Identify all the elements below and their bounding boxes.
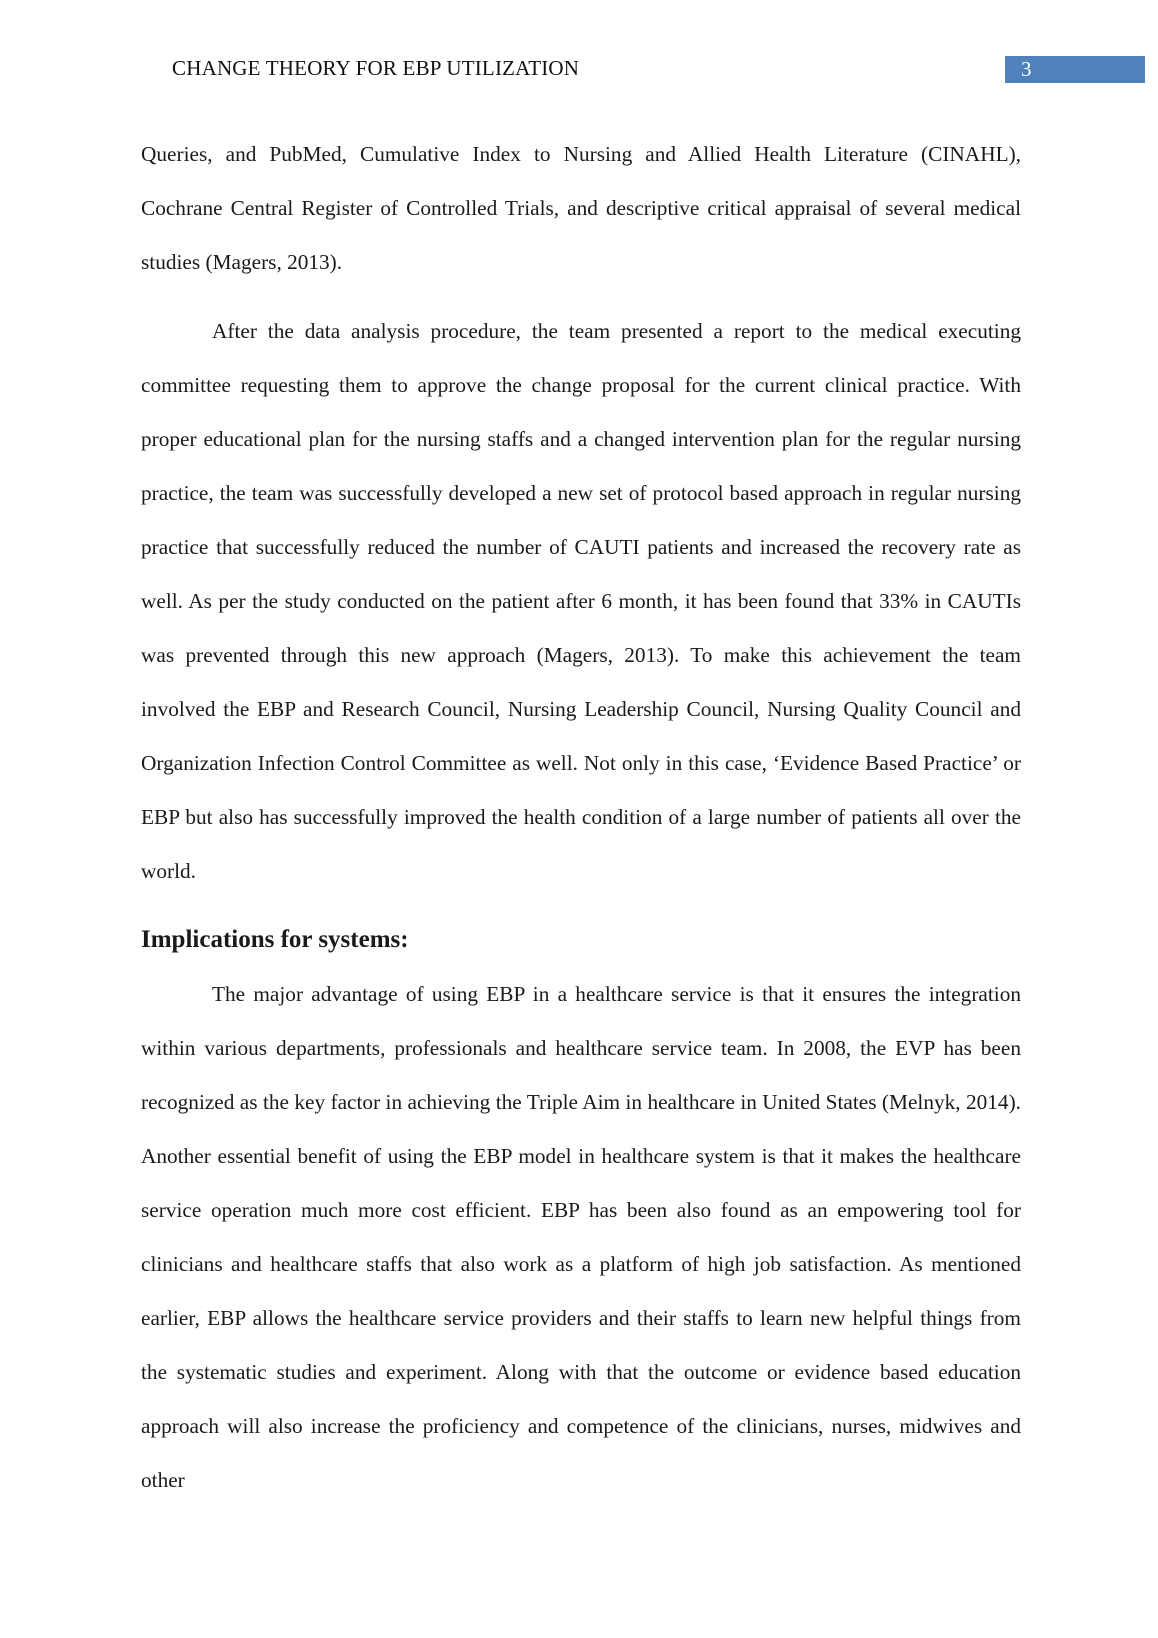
document-body: [141, 127, 1021, 1507]
running-head: CHANGE THEORY FOR EBP UTILIZATION: [172, 56, 580, 80]
paragraph-data-analysis: After the data analysis procedure, the team presented a report to the medical executing committee requesting them to approve the change proposal for the current clinical practice. With proper educational plan for the nursing staffs and a changed intervention plan for the regular nursing practice, the team was successfully developed a new set of protocol based approach in regular nursing practice that successfully reduced the number of CAUTI patients and increased the recovery rate as well. As per the study conducted on the patient after 6 month, it has been found that 33% in CAUTIs was prevented through this new approach (Magers, 2013). To make this achievement the team involved the EBP and Research Council, Nursing Leadership Council, Nursing Quality Council and Organization Infection Control Committee as well. Not only in this case, ‘Evidence Based Practice’ or EBP but also has successfully improved the health condition of a large number of patients all over the world.: [141, 319, 1021, 883]
page-number: 3: [1005, 56, 1145, 83]
paragraph-continued: Queries, and PubMed, Cumulative Index to Nursing and Allied Health Literature (CINAHL), Cochrane Central Register of Controlled Trials, and descriptive critical appraisal of several medical studies (Magers, 2013).: [141, 142, 1021, 274]
paragraph-implications: The major advantage of using EBP in a healthcare service is that it ensures the integration within various departments, professionals and healthcare service team. In 2008, the EVP has been recognized as the key factor in achieving the Triple Aim in healthcare in United States (Melnyk, 2014). Another essential benefit of using the EBP model in healthcare system is that it makes the healthcare service operation much more cost efficient. EBP has been also found as an empowering tool for clinicians and healthcare staffs that also work as a platform of high job satisfaction. As mentioned earlier, EBP allows the healthcare service providers and their staffs to learn new helpful things from the systematic studies and experiment. Along with that the outcome or evidence based education approach will also increase the proficiency and competence of the clinicians, nurses, midwives and other: [141, 982, 1021, 1492]
section-heading-implications: Implications for systems:: [141, 926, 409, 953]
